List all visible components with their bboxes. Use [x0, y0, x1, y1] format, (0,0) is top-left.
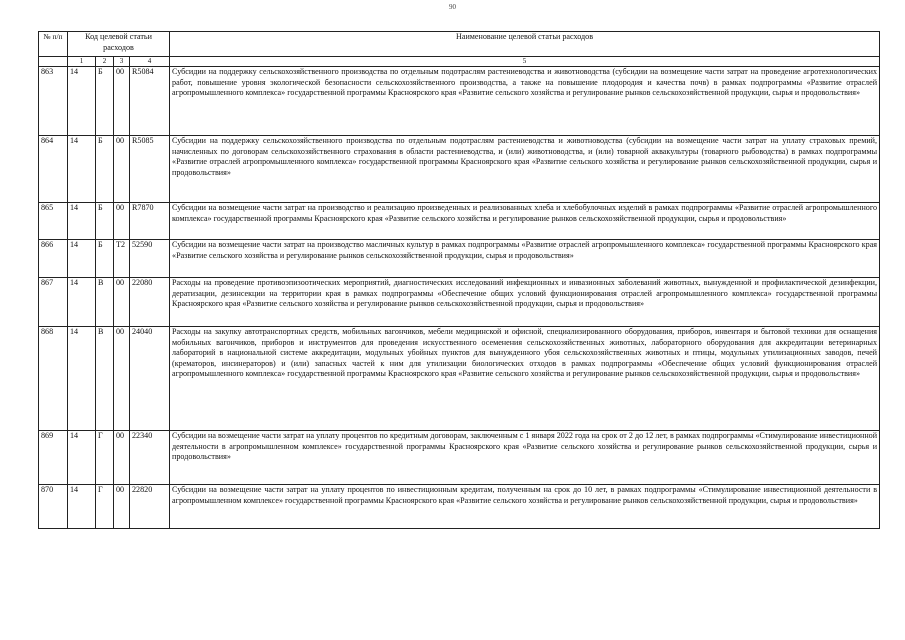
code-part-4: 52590 — [130, 240, 170, 278]
item-description: Субсидии на поддержку сельскохозяйственного производства по отдельным подотраслям растениеводства и животноводства (субсидии на возмещение части затрат на уплату страховых премий, начисленных по договорам сельскохозяйственного страхования в области растениеводства, и (или) животноводства, и (или) товарной аквакультуры (товарного рыбоводства) в рамках подпрограммы «Развитие отраслей агропромышленного комплекса» государственной программы Красноярского края «Развитие сельского хозяйства и регулирование рынков сельскохозяйственной продукции, сырья и продовольствия» — [170, 136, 880, 203]
row-number: 870 — [39, 485, 68, 529]
code-part-2: Б — [96, 136, 114, 203]
row-number: 864 — [39, 136, 68, 203]
code-part-1: 14 — [68, 136, 96, 203]
col-number: 4 — [130, 57, 170, 67]
row-number: 863 — [39, 67, 68, 136]
table-row — [39, 136, 880, 203]
code-part-2: Б — [96, 67, 114, 136]
item-description: Субсидии на возмещение части затрат на уплату процентов по инвестиционным кредитам, полученным на срок до 10 лет, в рамках подпрограммы «Стимулирование инвестиционной деятельности в агропромышленном комплексе» государственной программы Красноярского края «Развитие сельского хозяйства и регулирование рынков сельскохозяйственной продукции, сырья и продовольствия» — [170, 485, 880, 529]
code-part-4: R7870 — [130, 203, 170, 240]
code-part-4: R5084 — [130, 67, 170, 136]
code-part-2: Г — [96, 431, 114, 485]
table-row — [39, 485, 880, 529]
col-number: 2 — [96, 57, 114, 67]
code-part-1: 14 — [68, 67, 96, 136]
table-row — [39, 431, 880, 485]
target-items-table — [38, 31, 880, 529]
code-part-3: 00 — [114, 278, 130, 327]
code-part-2: В — [96, 327, 114, 431]
code-part-2: Б — [96, 203, 114, 240]
item-description: Субсидии на возмещение части затрат на производство и реализацию произведенных и реализованных хлеба и хлебобулочных изделий в рамках подпрограммы «Развитие отраслей агропромышленного комплекса» государственной программы Красноярского края «Развитие сельского хозяйства и регулирование рынков сельскохозяйственной продукции, сырья и продовольствия» — [170, 203, 880, 240]
table-row — [39, 240, 880, 278]
col-number: 1 — [68, 57, 96, 67]
row-number: 865 — [39, 203, 68, 240]
row-number: 869 — [39, 431, 68, 485]
header-code: Код целевой статьи расходов — [68, 32, 170, 57]
code-part-1: 14 — [68, 278, 96, 327]
row-number: 866 — [39, 240, 68, 278]
table-row — [39, 327, 880, 431]
code-part-4: 24040 — [130, 327, 170, 431]
item-description: Субсидии на возмещение части затрат на производство масличных культур в рамках подпрограммы «Развитие отраслей агропромышленного комплекса» государственной программы Красноярского края «Развитие сельского хозяйства и регулирование рынков сельскохозяйственной продукции, сырья и продовольствия» — [170, 240, 880, 278]
code-part-3: 00 — [114, 67, 130, 136]
code-part-3: 00 — [114, 485, 130, 529]
code-part-3: 00 — [114, 431, 130, 485]
item-description: Расходы на проведение противоэпизоотических мероприятий, диагностических исследований инфекционных и инвазионных заболеваний животных, вынужденной и профилактической дезинфекции, дератизации, дезинсекции на территории края в рамках подпрограммы «Обеспечение общих условий функционирования отраслей агропромышленного комплекса» государственной программы Красноярского края «Развитие сельского хозяйства и регулирование рынков сельскохозяйственной продукции, сырья и продовольствия» — [170, 278, 880, 327]
table-row — [39, 278, 880, 327]
col-number: 5 — [170, 57, 880, 67]
code-part-4: 22080 — [130, 278, 170, 327]
code-part-2: Г — [96, 485, 114, 529]
item-description: Субсидии на возмещение части затрат на уплату процентов по кредитным договорам, заключенным с 1 января 2022 года на срок от 2 до 12 лет, в рамках подпрограммы «Стимулирование инвестиционной деятельности в агропромышленном комплексе» государственной программы Красноярского края «Развитие сельского хозяйства и регулирование рынков сельскохозяйственной продукции, сырья и продовольствия» — [170, 431, 880, 485]
code-part-2: В — [96, 278, 114, 327]
code-part-1: 14 — [68, 327, 96, 431]
code-part-3: Т2 — [114, 240, 130, 278]
code-part-1: 14 — [68, 485, 96, 529]
code-part-1: 14 — [68, 240, 96, 278]
code-part-4: R5085 — [130, 136, 170, 203]
code-part-4: 22340 — [130, 431, 170, 485]
code-part-3: 00 — [114, 203, 130, 240]
code-part-1: 14 — [68, 203, 96, 240]
row-number: 868 — [39, 327, 68, 431]
page-number: 90 — [449, 3, 456, 11]
code-part-2: Б — [96, 240, 114, 278]
code-part-4: 22820 — [130, 485, 170, 529]
table-row — [39, 67, 880, 136]
item-description: Расходы на закупку автотранспортных средств, мобильных вагончиков, мебели медицинской и офисной, специализированного оборудования, приборов, инвентаря и бытовой техники для оснащения мобильных вагончиков, приборов и инструментов для проведения искусственного осеменения сельскохозяйственных животных, лабораторного оборудования для аккредитации ветеринарных лабораторий в национальной системе аккредитации, модульных убойных пунктов для вынужденного убоя сельскохозяйственных животных и птицы, модульных утилизационных заводов, печей (крематоров, инсинераторов) и (или) запасных частей к ним для утилизации биологических отходов в рамках подпрограммы «Обеспечение общих условий функционирования отраслей агропромышленного комплекса» государственной программы Красноярского края «Развитие сельского хозяйства и регулирование рынков сельскохозяйственной продукции, сырья и продовольствия» — [170, 327, 880, 431]
code-part-1: 14 — [68, 431, 96, 485]
header-num: № п/п — [39, 32, 68, 57]
table-row — [39, 203, 880, 240]
code-part-3: 00 — [114, 136, 130, 203]
col-number: 3 — [114, 57, 130, 67]
col-number — [39, 57, 68, 67]
item-description: Субсидии на поддержку сельскохозяйственного производства по отдельным подотраслям растениеводства и животноводства (субсидии на возмещение части затрат на проведение агротехнологических работ, повышение уровня экологической безопасности сельскохозяйственного производства, а также на повышение плодородия и качества почв) в рамках подпрограммы «Развитие отраслей агропромышленного комплекса» государственной программы Красноярского края «Развитие сельского хозяйства и регулирование рынков сельскохозяйственной продукции, сырья и продовольствия» — [170, 67, 880, 136]
code-part-3: 00 — [114, 327, 130, 431]
row-number: 867 — [39, 278, 68, 327]
header-name: Наименование целевой статьи расходов — [170, 32, 880, 57]
